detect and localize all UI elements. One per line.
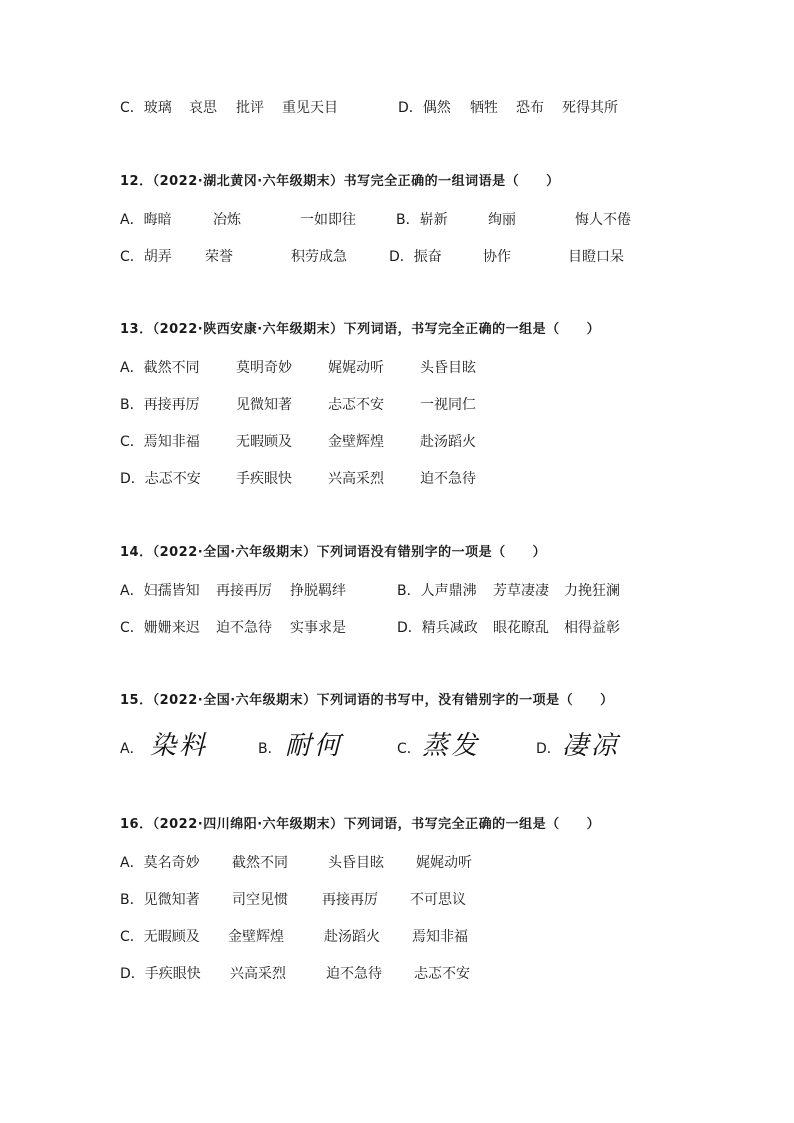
q13-option-a-word-4: 头昏目眩 — [420, 360, 476, 376]
q16-option-c-word-2: 金壁辉煌 — [228, 929, 284, 945]
q16-option-b-word-2: 司空见惯 — [232, 892, 288, 908]
q11-option-d-label: D．偶然 — [398, 100, 451, 116]
q13-option-b — [120, 394, 680, 416]
q11-option-c-word-3: 批评 — [236, 100, 264, 116]
q13-option-d — [120, 468, 680, 490]
q14-option-a-word-2: 再接再厉 — [216, 583, 272, 599]
q12-row-1 — [120, 209, 680, 231]
q16-option-c-word-4: 焉知非福 — [412, 929, 468, 945]
q14-option-d-word-1: D．精兵减政 — [397, 620, 478, 636]
q15-option-b-word: 耐何 — [285, 731, 344, 761]
q16-option-a-word-2: 截然不同 — [232, 855, 288, 871]
q14-option-d-word-2: 眼花瞭乱 — [493, 620, 549, 636]
q16-option-b — [120, 889, 680, 911]
q16-option-d-word-1: D．手疾眼快 — [120, 966, 201, 982]
q11-options-row — [120, 97, 680, 119]
q15-option-a-word: 染料 — [150, 731, 209, 761]
q12-option-b-word-1: B．崭新 — [396, 212, 448, 228]
q15-option-a-label: A． — [120, 741, 144, 757]
q11-option-c-label: C．玻璃 — [120, 100, 172, 116]
q12-option-d-word-2: 协作 — [483, 249, 511, 265]
q12-option-b-word-2: 绚丽 — [488, 212, 516, 228]
q14-row-2 — [120, 617, 680, 639]
q15-option-d-label: D． — [536, 741, 561, 757]
q16-option-d-word-4: 忐忑不安 — [414, 966, 470, 982]
q12-option-b-word-3: 悔人不倦 — [575, 212, 631, 228]
q11-option-d-word-3: 恐布 — [516, 100, 544, 116]
q12-title: 12．（2022·湖北黄冈·六年级期末）书写完全正确的一组词语是（ ） — [120, 174, 560, 189]
q11-option-d-word-4: 死得其所 — [562, 100, 618, 116]
q13-option-c-word-3: 金壁辉煌 — [328, 434, 384, 450]
q16-option-b-word-3: 再接再厉 — [322, 892, 378, 908]
q13-option-d-word-2: 手疾眼快 — [236, 471, 292, 487]
q12-option-a-word-1: A．晦暗 — [120, 212, 172, 228]
q12-option-c-word-3: 积劳成急 — [291, 249, 347, 265]
q16-option-a-word-1: A．莫名奇妙 — [120, 855, 200, 871]
q14-row-1 — [120, 580, 680, 602]
q16-option-a-word-4: 娓娓动听 — [416, 855, 472, 871]
q13-option-b-word-3: 忐忑不安 — [328, 397, 384, 413]
q16-title: 16．（2022·四川绵阳·六年级期末）下列词语，书写完全正确的一组是（ ） — [120, 817, 601, 832]
q12-option-a-word-3: 一如即往 — [300, 212, 356, 228]
q12-option-d-word-1: D．振奋 — [389, 249, 442, 265]
q13-option-d-word-4: 迫不急待 — [420, 471, 476, 487]
q14-option-c-word-3: 实事求是 — [290, 620, 346, 636]
q15-option-b-label: B． — [258, 741, 282, 757]
q13-option-a-word-2: 莫明奇妙 — [236, 360, 292, 376]
q12-row-2 — [120, 246, 680, 268]
q14-option-b-word-3: 力挽狂澜 — [564, 583, 620, 599]
q15-option-d-word: 凄凉 — [562, 731, 621, 761]
q13-option-a-word-3: 娓娓动听 — [328, 360, 384, 376]
q13-option-c-word-1: C．焉知非福 — [120, 434, 200, 450]
q14-option-a-word-1: A．妇孺皆知 — [120, 583, 200, 599]
q12-option-d-word-3: 目瞪口呆 — [568, 249, 624, 265]
q14-title: 14．（2022·全国·六年级期末）下列词语没有错别字的一项是（ ） — [120, 545, 547, 560]
q15-title: 15．（2022·全国·六年级期末）下列词语的书写中，没有错别字的一项是（ ） — [120, 693, 614, 708]
q14-option-a-word-3: 挣脱羁绊 — [290, 583, 346, 599]
q15-option-c-word: 蒸发 — [422, 731, 481, 761]
q13-option-a-word-1: A．截然不同 — [120, 360, 200, 376]
q11-option-c-word-2: 哀思 — [189, 100, 217, 116]
q14-option-b-word-1: B．人声鼎沸 — [397, 583, 477, 599]
q13-title: 13．（2022·陕西安康·六年级期末）下列词语，书写完全正确的一组是（ ） — [120, 322, 601, 337]
q12-option-c-word-2: 荣誉 — [205, 249, 233, 265]
q16-option-b-word-1: B．见微知著 — [120, 892, 200, 908]
q16-option-d-word-2: 兴高采烈 — [230, 966, 286, 982]
q13-option-b-word-1: B．再接再厉 — [120, 397, 200, 413]
q14-option-b-word-2: 芳草凄凄 — [493, 583, 549, 599]
q14-option-d-word-3: 相得益彰 — [564, 620, 620, 636]
q15-handwritten-options — [120, 724, 680, 768]
q16-option-d-word-3: 迫不急待 — [326, 966, 382, 982]
q16-option-c-word-1: C．无暇顾及 — [120, 929, 200, 945]
q12-option-c-word-1: C．胡弄 — [120, 249, 172, 265]
q16-option-d — [120, 963, 680, 985]
q16-option-c-word-3: 赴汤蹈火 — [324, 929, 380, 945]
q14-option-c-word-2: 迫不急待 — [216, 620, 272, 636]
q15-option-c-label: C． — [397, 741, 421, 757]
q13-option-d-word-3: 兴高采烈 — [328, 471, 384, 487]
q16-option-c — [120, 926, 680, 948]
q12-option-a-word-2: 冶炼 — [213, 212, 241, 228]
q13-option-c-word-2: 无暇顾及 — [236, 434, 292, 450]
q16-option-a — [120, 852, 680, 874]
q13-option-b-word-4: 一视同仁 — [420, 397, 476, 413]
q13-option-a — [120, 357, 680, 379]
q13-option-b-word-2: 见微知著 — [236, 397, 292, 413]
q13-option-c-word-4: 赴汤蹈火 — [420, 434, 476, 450]
q13-option-d-word-1: D．忐忑不安 — [120, 471, 201, 487]
q11-option-d-word-2: 牺牲 — [470, 100, 498, 116]
q16-option-b-word-4: 不可思议 — [410, 892, 466, 908]
q13-option-c — [120, 431, 680, 453]
q16-option-a-word-3: 头昏目眩 — [328, 855, 384, 871]
q11-option-c-word-4: 重见天目 — [282, 100, 338, 116]
q14-option-c-word-1: C．姗姗来迟 — [120, 620, 200, 636]
